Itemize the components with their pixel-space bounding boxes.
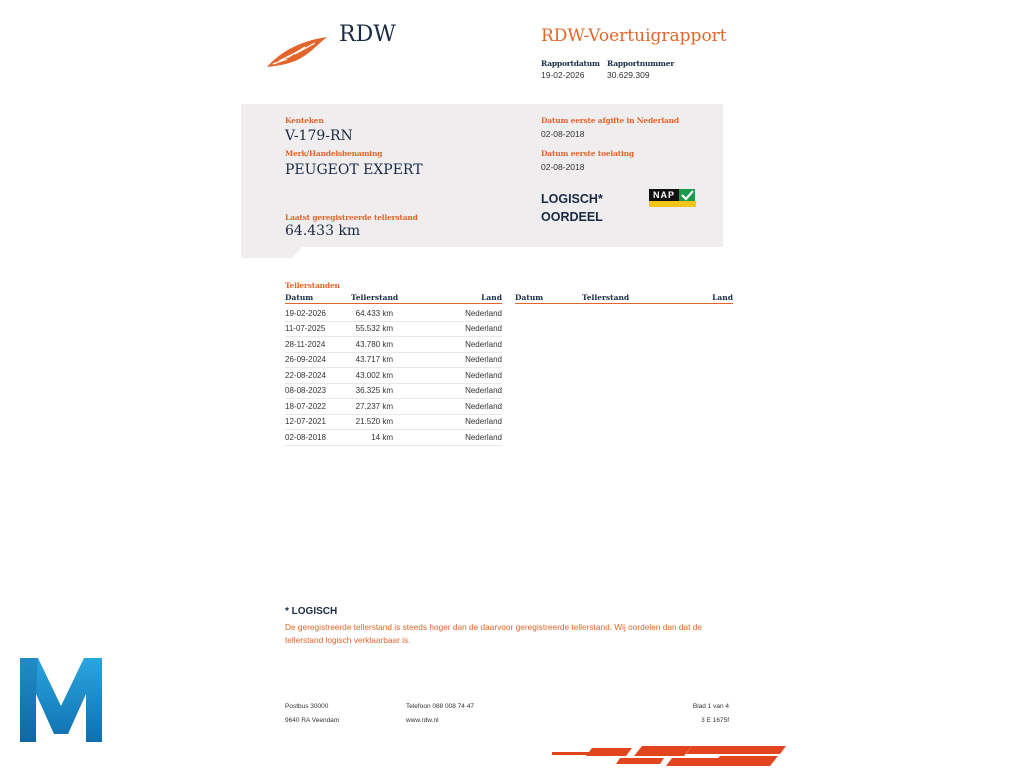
col-odo-header: Tellerstand <box>351 293 399 302</box>
verdict-line1: LOGISCH* <box>541 192 603 206</box>
rdw-feather-logo <box>265 33 331 69</box>
mileage-title: Tellerstanden <box>285 281 340 290</box>
col-odo-header-2: Tellerstand <box>582 293 630 302</box>
nap-text: NAP <box>649 189 679 201</box>
make-label: Merk/Handelsbenaming <box>285 149 383 158</box>
table-row <box>285 399 502 415</box>
mileage-odometer-cell: 43.780 km <box>351 337 393 353</box>
mileage-date-cell: 11-07-2025 <box>285 321 351 337</box>
first-nl-label: Datum eerste afgifte in Nederland <box>541 116 679 125</box>
first-admission-value: 02-08-2018 <box>541 162 585 172</box>
mileage-country-cell: Nederland <box>393 383 502 399</box>
table-row <box>285 414 502 430</box>
table-row <box>285 321 502 337</box>
footer-postbus: Postbus 30000 <box>285 703 329 710</box>
footer-web: www.rdw.nl <box>406 717 439 724</box>
col-country-header-2: Land <box>712 293 733 302</box>
mileage-date-cell: 18-07-2022 <box>285 399 351 415</box>
report-number-label: Rapportnummer <box>607 59 675 68</box>
mileage-header-left <box>285 293 502 304</box>
footnote-text-line1: De geregistreerde tellerstand is steeds hoger dan de daarvoor geregistreerde tellerstand. Wij oordelen dan dat de <box>285 622 702 632</box>
mileage-date-cell: 26-09-2024 <box>285 352 351 368</box>
first-nl-value: 02-08-2018 <box>541 129 585 139</box>
mileage-country-cell: Nederland <box>393 414 502 430</box>
mileage-odometer-cell: 43.717 km <box>351 352 393 368</box>
report-date: 19-02-2026 <box>541 70 585 80</box>
mileage-odometer-cell: 14 km <box>351 430 393 446</box>
mileage-odometer-cell: 21.520 km <box>351 414 393 430</box>
mileage-header-right <box>515 293 733 304</box>
table-row <box>285 368 502 384</box>
mileage-country-cell: Nederland <box>393 368 502 384</box>
table-row <box>285 337 502 353</box>
mileage-country-cell: Nederland <box>393 306 502 321</box>
table-row <box>285 352 502 368</box>
mileage-country-cell: Nederland <box>393 430 502 446</box>
mileage-date-cell: 02-08-2018 <box>285 430 351 446</box>
verdict-line2: OORDEEL <box>541 210 603 224</box>
plate-label: Kenteken <box>285 116 324 125</box>
last-odometer-label: Laatst geregistreerde tellerstand <box>285 213 418 222</box>
footnote-title: * LOGISCH <box>285 606 338 617</box>
first-admission-label: Datum eerste toelating <box>541 149 634 158</box>
mileage-odometer-cell: 64.433 km <box>351 306 393 321</box>
mileage-country-cell: Nederland <box>393 352 502 368</box>
mileage-odometer-cell: 27.237 km <box>351 399 393 415</box>
mileage-date-cell: 08-08-2023 <box>285 383 351 399</box>
footer-code: 3 E 1675f <box>701 717 729 724</box>
report-number: 30.629.309 <box>607 70 650 80</box>
make-value: PEUGEOT EXPERT <box>285 162 423 178</box>
table-row <box>285 383 502 399</box>
plate-value: V-179-RN <box>285 128 353 144</box>
mileage-date-cell: 22-08-2024 <box>285 368 351 384</box>
mileage-date-cell: 28-11-2024 <box>285 337 351 353</box>
mileage-odometer-cell: 36.325 km <box>351 383 393 399</box>
m-watermark-logo <box>16 654 106 746</box>
mileage-odometer-cell: 43.002 km <box>351 368 393 384</box>
table-row <box>285 430 502 446</box>
mileage-date-cell: 19-02-2026 <box>285 306 351 321</box>
mileage-table <box>285 306 502 446</box>
last-odometer-value: 64.433 km <box>285 223 361 239</box>
report-date-label: Rapportdatum <box>541 59 600 68</box>
mileage-date-cell: 12-07-2021 <box>285 414 351 430</box>
nap-check-icon <box>649 189 696 207</box>
rdw-stripes-graphic <box>552 744 786 768</box>
brand-name: RDW <box>339 22 396 47</box>
footer-city: 9640 RA Veendam <box>285 717 340 724</box>
mileage-odometer-cell: 55.532 km <box>351 321 393 337</box>
col-date-header: Datum <box>285 293 314 302</box>
footer-phone: Telefoon 088 008 74 47 <box>406 703 474 710</box>
mileage-country-cell: Nederland <box>393 321 502 337</box>
mileage-country-cell: Nederland <box>393 337 502 353</box>
report-title: RDW-Voertuigrapport <box>541 26 727 46</box>
footnote-text-line2: tellerstand logisch verklaarbaar is. <box>285 635 411 645</box>
col-date-header-2: Datum <box>515 293 544 302</box>
mileage-country-cell: Nederland <box>393 399 502 415</box>
panel-tab <box>241 246 303 258</box>
col-country-header: Land <box>481 293 502 302</box>
footer-page: Blad 1 van 4 <box>692 703 729 710</box>
table-row <box>285 306 502 321</box>
